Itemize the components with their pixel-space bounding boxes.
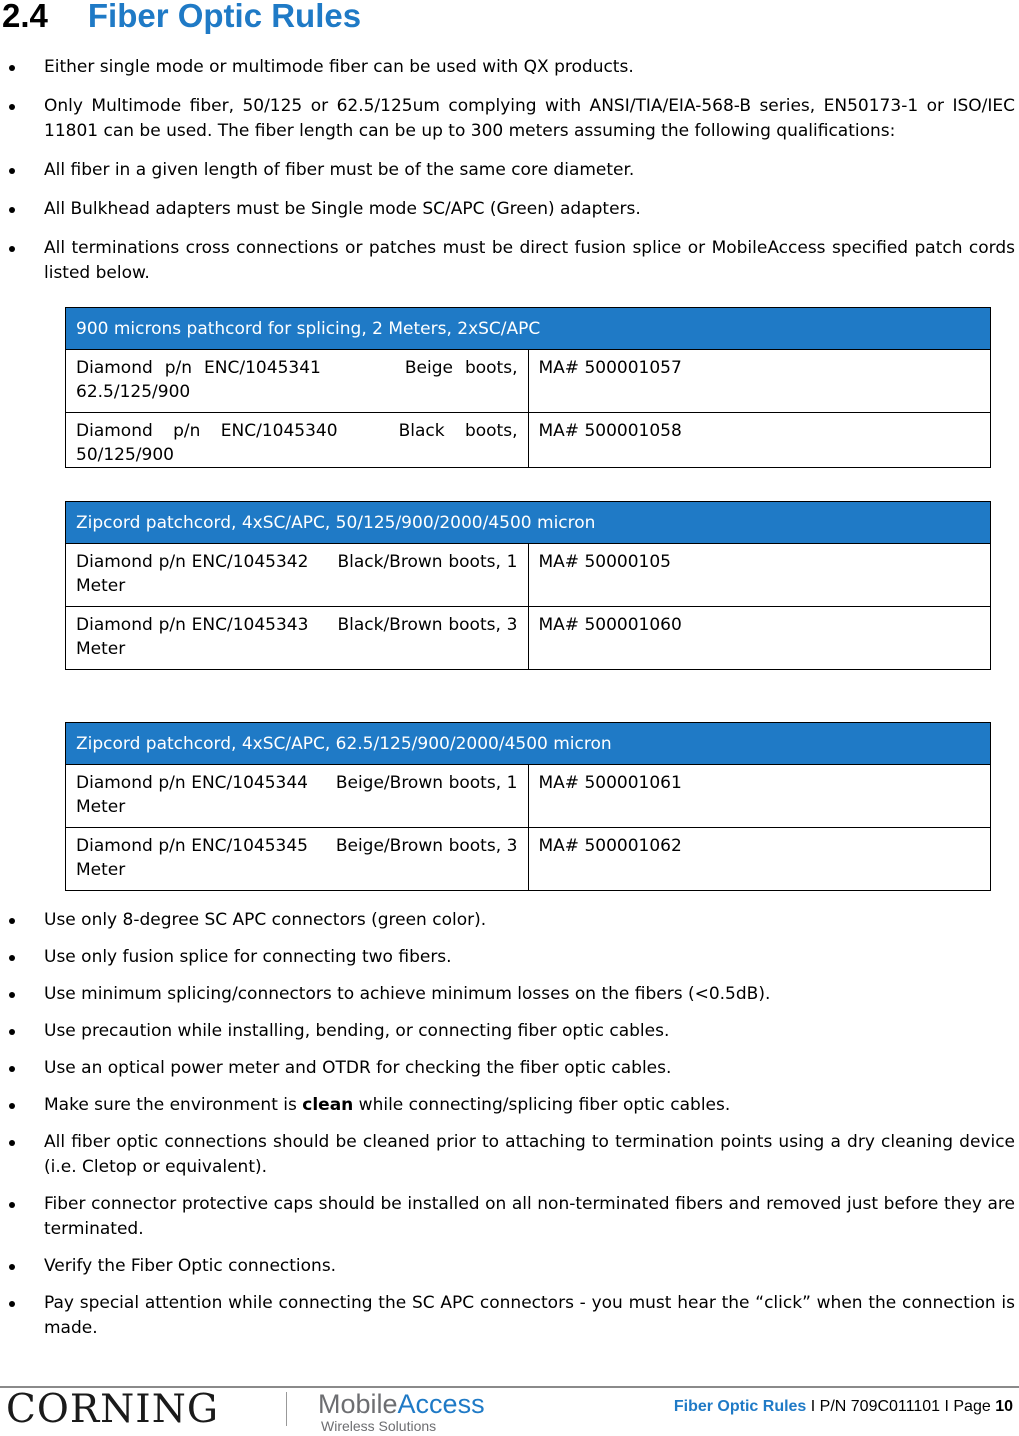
logo-separator	[286, 1392, 287, 1426]
table-cell-desc: Diamond p/n ENC/1045343 Black/Brown boots, 3 Meter	[66, 607, 529, 670]
table-row	[66, 350, 991, 413]
footer-pn: I P/N 709C011101 I Page	[806, 1398, 996, 1415]
patchcord-table-2	[65, 501, 991, 670]
table-header: Zipcord patchcord, 4xSC/APC, 62.5/125/900/2000/4500 micron	[66, 723, 991, 765]
table-row	[66, 413, 991, 468]
table-cell-desc: Diamond p/n ENC/1045344 Beige/Brown boots, 1 Meter	[66, 765, 529, 828]
list-item: Use only 8-degree SC APC connectors (green color).	[44, 908, 1015, 933]
list-item: Pay special attention while connecting the SC APC connectors - you must hear the “click” when the connection is made.	[44, 1291, 1015, 1341]
table-cell-ma: MA# 500001060	[528, 607, 991, 670]
mobileaccess-tagline: Wireless Solutions	[321, 1418, 437, 1434]
list-item: Only Multimode fiber, 50/125 or 62.5/125um complying with ANSI/TIA/EIA-568-B series, EN50173-1 or ISO/IEC 11801 can be used. The fiber length can be up to 300 meters assuming the following qualifications:	[44, 94, 1015, 144]
list-item: All fiber in a given length of fiber must be of the same core diameter.	[44, 158, 1015, 183]
footer-title: Fiber Optic Rules	[673, 1398, 807, 1415]
table-cell-ma: MA# 500001058	[528, 413, 991, 468]
list-item: Verify the Fiber Optic connections.	[44, 1254, 1015, 1279]
clean-text-after: while connecting/splicing fiber optic cables.	[353, 1095, 731, 1115]
list-item: Use only fusion splice for connecting two fibers.	[44, 945, 1015, 970]
clean-text-before: Make sure the environment is	[44, 1095, 303, 1115]
patchcord-table-3	[65, 722, 991, 891]
table-row	[66, 544, 991, 607]
section-title: Fiber Optic Rules	[87, 0, 362, 34]
list-item: Use minimum splicing/connectors to achieve minimum losses on the fibers (<0.5dB).	[44, 982, 1015, 1007]
table-row	[66, 765, 991, 828]
table-header: 900 microns pathcord for splicing, 2 Meters, 2xSC/APC	[66, 308, 991, 350]
table-cell-ma: MA# 50000105	[528, 544, 991, 607]
table-cell-ma: MA# 500001057	[528, 350, 991, 413]
table-cell-desc: Diamond p/n ENC/1045345 Beige/Brown boots, 3 Meter	[66, 828, 529, 891]
list-item-clean	[44, 1093, 1015, 1118]
clean-emphasis: clean	[302, 1095, 354, 1115]
list-item: All terminations cross connections or patches must be direct fusion splice or MobileAccess specified patch cords listed below.	[44, 236, 1015, 286]
footer-page-info	[674, 1398, 1013, 1416]
list-item: Use an optical power meter and OTDR for checking the fiber optic cables.	[44, 1056, 1015, 1081]
table-header: Zipcord patchcord, 4xSC/APC, 50/125/900/2000/4500 micron	[66, 502, 991, 544]
list-item: All Bulkhead adapters must be Single mode SC/APC (Green) adapters.	[44, 197, 1015, 222]
list-item: Use precaution while installing, bending, or connecting fiber optic cables.	[44, 1019, 1015, 1044]
list-item: Fiber connector protective caps should be installed on all non-terminated fibers and removed just before they are terminated.	[44, 1192, 1015, 1242]
table-cell-desc: Diamond p/n ENC/1045342 Black/Brown boots, 1 Meter	[66, 544, 529, 607]
table-row	[66, 607, 991, 670]
table-cell-ma: MA# 500001062	[528, 828, 991, 891]
table-cell-desc: Diamond p/n ENC/1045341 Beige boots, 62.5/125/900	[66, 350, 529, 413]
table-cell-desc: Diamond p/n ENC/1045340 Black boots, 50/125/900	[66, 413, 529, 468]
section-number: 2.4	[2, 0, 48, 34]
table-cell-ma: MA# 500001061	[528, 765, 991, 828]
patchcord-table-1	[65, 307, 991, 468]
list-item: Either single mode or multimode fiber can be used with QX products.	[44, 55, 1015, 80]
list-item: All fiber optic connections should be cleaned prior to attaching to termination points using a dry cleaning device (i.e. Cletop or equivalent).	[44, 1130, 1015, 1180]
corning-logo: CORNING	[6, 1387, 219, 1432]
table-row	[66, 828, 991, 891]
section-heading	[2, 0, 361, 38]
page-number: 10	[995, 1398, 1013, 1415]
bullet-list-bottom	[0, 908, 1019, 1353]
mobileaccess-wordmark: MobileAccess	[318, 1389, 485, 1419]
bullet-list-top	[0, 55, 1019, 286]
mobileaccess-logo	[318, 1390, 485, 1434]
